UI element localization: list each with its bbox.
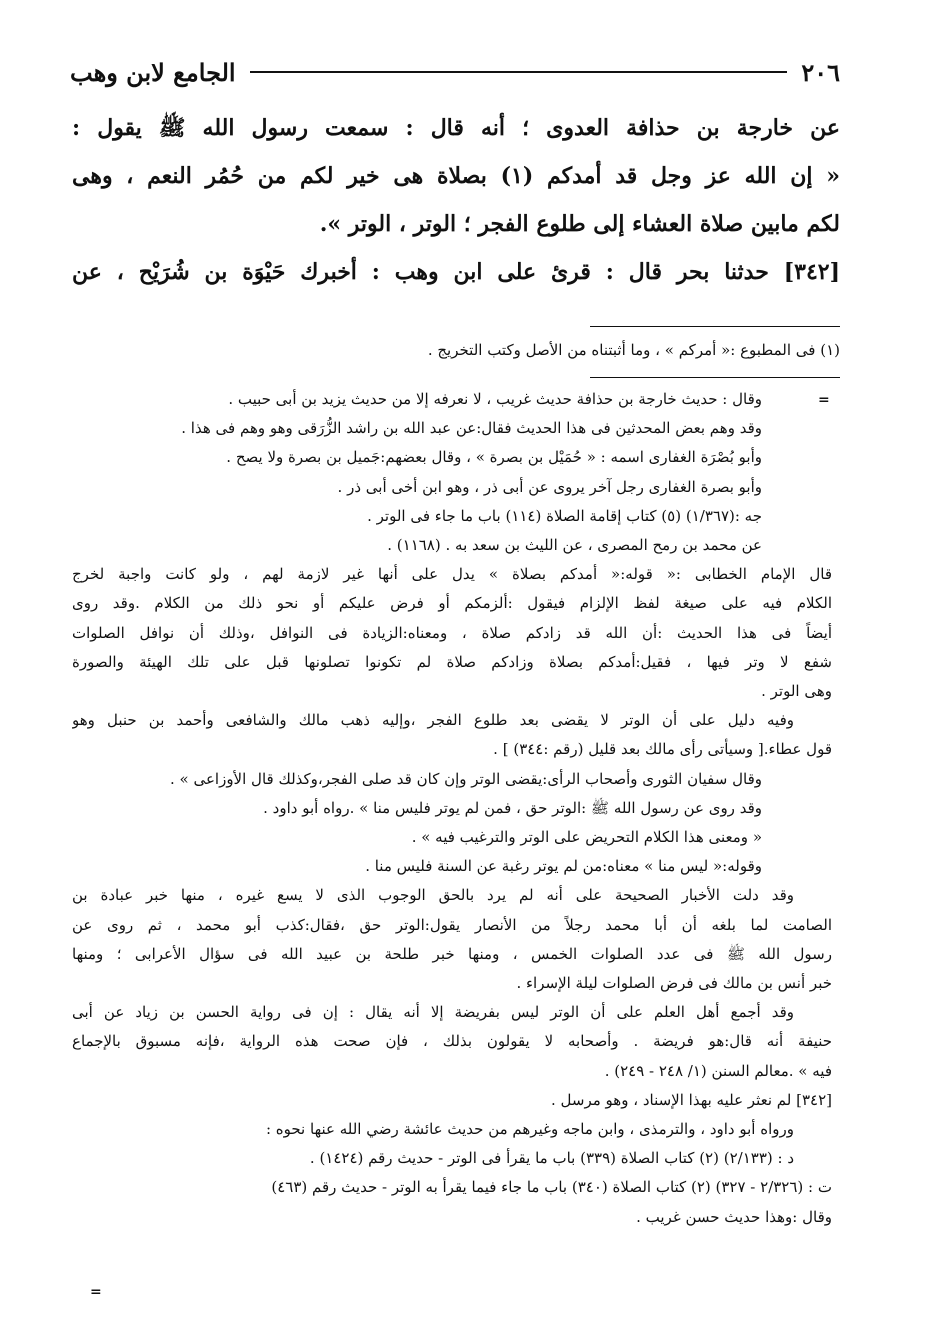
continuation-mark-top: = (818, 392, 830, 408)
note-line: الصامت لما بلغه أن أبا محمد رجلاً من الأنصار يقول:الوتر حق ،فقال:كذب أبو محمد ، ثم روى عن (72, 915, 832, 934)
note-line: الكلام فيه على صيغة لفظ الإلزام فيقول :ألزمكم أو فرض عليكم أو نحو ذلك من الكلام .وقد روى (72, 594, 832, 613)
note-line: وقد روى عن رسول الله ﷺ :الوتر حق ، فمن لم يوتر فليس منا » .رواه أبو داود . (263, 798, 762, 817)
note-line: عن محمد بن رمح المصرى ، عن الليث بن سعد به . (١١٦٨) . (387, 536, 762, 555)
note-line: ورواه أبو داود ، والترمذى ، وابن ماجه وغيرهم من حديث عائشة رضي الله عنها نحوه : (265, 1120, 794, 1139)
main-line-hadith-342: [٣٤٢] حدثنا بحر قال : قرئ على ابن وهب : أخبرك حَيْوَة بن شُرَيْح ، عن (72, 259, 840, 285)
note-line: فيه » .معالم السنن (١/ ٢٤٨ - ٢٤٩) . (604, 1061, 832, 1080)
note-line: وقال سفيان الثورى وأصحاب الرأى:يقضى الوتر وإن كان قد صلى الفجر،وكذلك قال الأوزاعى » . (169, 769, 762, 788)
note-line: وقال :وهذا حديث حسن غريب . (636, 1207, 832, 1226)
main-line: لكم مابين صلاة العشاء إلى طلوع الفجر ؛ الوتر ، الوتر ». (319, 211, 840, 237)
page-number: ٢٠٦ (801, 57, 840, 87)
note-line: خبر أنس بن مالك فى فرض الصلوات ليلة الإسراء . (516, 974, 832, 993)
note-line: قال الإمام الخطابى :« قوله:« أمدكم بصلاة » يدل على أنها غير لازمة لهم ، ولو كانت واجبة لخرج (72, 565, 832, 584)
footnote-separator (590, 326, 840, 327)
note-line: وهى الوتر . (761, 682, 832, 701)
note-line: قول عطاء.[ وسيأتى رأى مالك بعد قليل (رقم :٣٤٤) ] . (493, 740, 832, 759)
note-line: « ومعنى هذا الكلام التحريض على الوتر والترغيب فيه » . (411, 828, 762, 847)
footnote: (١) فى المطبوع :« أمركم » ، وما أثبتناه من الأصل وكتب التخريج . (427, 341, 840, 359)
note-line: ت : (٢/٣٢٦ - ٣٢٧) (٢) كتاب الصلاة (٣٤٠) باب ما جاء فيما يقرأ به الوتر - حديث رقم (٤٦٣) (271, 1178, 832, 1197)
continuation-mark-bottom: = (90, 1284, 102, 1300)
note-line: رسول الله ﷺ فى عدد الصلوات الخمس ، ومنها خبر طلحة بن عبيد الله فى سؤال الأعرابى ؛ ومنها (72, 944, 832, 963)
note-line: وقال : حديث خارجة بن حذافة حديث غريب ، لا نعرفه إلا من حديث يزيد بن أبى حبيب . (228, 390, 762, 408)
note-line: جه :(١/٣٦٧) (٥) كتاب إقامة الصلاة (١١٤) باب ما جاء فى الوتر . (367, 506, 762, 525)
note-line: شفع لا وتر فيها ، فقيل:أمدكم بصلاة وزادكم صلاة لم تكونوا تصلونها قبل على تلك الهيئة والصورة (72, 652, 832, 671)
note-line: د : (٢/١٣٣) (٢) كتاب الصلاة (٣٣٩) باب ما يقرأ فى الوتر - حديث رقم (١٤٢٤) . (309, 1149, 794, 1168)
running-title: الجامع لابن وهب (70, 57, 236, 87)
note-line: وأبو بصرة الغفارى رجل آخر يروى عن أبى ذر ، وهو ابن أخى أبى ذر . (337, 477, 762, 496)
note-line: وقوله:« ليس منا » معناه:من لم يوتر رغبة عن السنة فليس منا . (365, 857, 762, 876)
note-line: أيضاً فى هذا الحديث :أن الله قد زادكم صلاة ، ومعناه:الزيادة فى النوافل ،وذلك أن نوافل الصلوات (72, 623, 832, 642)
main-line: عن خارجة بن حذافة العدوى ؛ أنه قال : سمعت رسول الله ﷺ يقول : (72, 115, 840, 141)
note-line: وقد دلت الأخبار الصحيحة على أنه لم يرد بالحق الوجوب الذى لا يسع غيره ، منها خبر عبادة بن (72, 886, 794, 905)
note-line: وقد وهم بعض المحدثين فى هذا الحديث فقال:عن عبد الله بن راشد الزُّرَقى وهو وهم فى هذا . (181, 419, 762, 438)
main-text (72, 104, 840, 296)
commentary-notes (72, 385, 832, 1232)
notes-separator (590, 377, 840, 378)
note-line: وقد أجمع أهل العلم على أن الوتر ليس بفريضة إلا أنه يقال : إن فى رواية الحسن بن زياد عن أبى (72, 1003, 794, 1022)
note-line: وأبو بُصْرَة الغفارى اسمه : « حُمَيْل بن بصرة » ، وقال بعضهم:جَميل بن بصرة ولا يصح . (226, 448, 762, 467)
main-line: « إن الله عز وجل قد أمدكم (١) بصلاة هى خير لكم من حُمُر النعم ، وهى (72, 163, 840, 189)
page-header (70, 52, 840, 92)
note-line-ref-342: [٣٤٢] لم نعثر عليه بهذا الإسناد ، وهو مرسل . (551, 1090, 832, 1109)
note-line: وفيه دليل على أن الوتر لا يقضى بعد طلوع الفجر ،وإليه ذهب مالك والشافعى وأحمد بن حنبل وهو (72, 711, 794, 730)
header-rule (250, 71, 788, 73)
note-line: حنيفة أنه قال:هو فريضة . وأصحابه لا يقولون بذلك ، فإن صحت هذه الرواية ،فإنه مسبوق بالإجماع (72, 1032, 832, 1051)
